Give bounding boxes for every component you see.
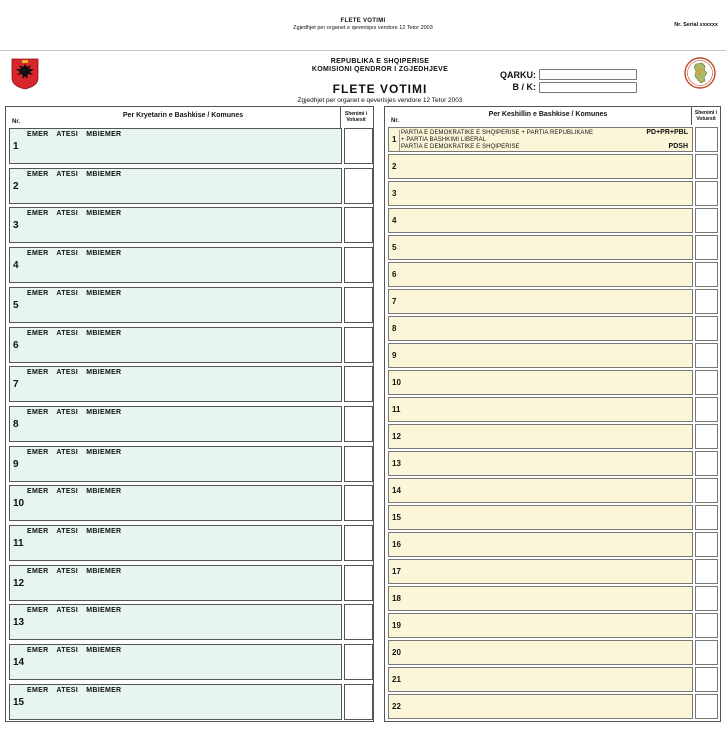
republic-heading: REPUBLIKA E SHQIPERISE — [330, 58, 430, 65]
party-number: 11 — [392, 405, 401, 414]
party-number: 2 — [392, 162, 397, 171]
party-cell — [388, 289, 693, 314]
voter-mark-box[interactable] — [695, 532, 718, 557]
mayor-candidate-row — [9, 128, 370, 166]
candidate-name: EMER ATESI MBIEMER — [27, 369, 122, 377]
party-number: 5 — [392, 243, 397, 252]
voter-mark-box[interactable] — [695, 397, 718, 422]
council-party-row — [388, 235, 718, 260]
bk-field[interactable] — [539, 82, 637, 93]
voter-mark-box[interactable] — [695, 640, 718, 665]
mayor-candidate-row — [9, 366, 370, 404]
party-number: 4 — [392, 216, 397, 225]
party-cell — [388, 262, 693, 287]
voter-mark-box[interactable] — [695, 559, 718, 584]
candidate-cell — [9, 644, 342, 680]
voter-mark-box[interactable] — [344, 604, 373, 640]
voter-mark-box[interactable] — [695, 208, 718, 233]
party-number: 20 — [392, 648, 401, 657]
council-party-row — [388, 694, 718, 719]
party-number: 21 — [392, 675, 401, 684]
candidate-number: 12 — [13, 577, 25, 589]
candidate-name: EMER ATESI MBIEMER — [27, 408, 122, 416]
council-party-row — [388, 586, 718, 611]
top-separator — [0, 50, 726, 51]
ballot-subtitle: Zgjedhjet per organet e qeverisjes vendore 12 Tetor 2003 — [297, 97, 463, 104]
party-cell — [388, 424, 693, 449]
council-party-row — [388, 532, 718, 557]
candidate-number: 15 — [13, 696, 25, 708]
candidate-cell — [9, 684, 342, 720]
candidate-name: EMER ATESI MBIEMER — [27, 289, 122, 297]
voter-mark-box[interactable] — [695, 127, 718, 152]
council-party-row — [388, 478, 718, 503]
candidate-name: EMER ATESI MBIEMER — [27, 528, 122, 535]
voter-mark-box[interactable] — [695, 343, 718, 368]
candidate-name: EMER ATESI MBIEMER — [27, 329, 122, 337]
top-title: FLETE VOTIMI — [340, 18, 386, 24]
left-nr-header: Nr. — [12, 119, 21, 125]
council-party-row — [388, 370, 718, 395]
mayor-candidate-row — [9, 327, 370, 365]
council-party-row — [388, 154, 718, 179]
candidate-name: EMER ATESI MBIEMER — [27, 567, 122, 575]
voter-mark-box[interactable] — [695, 289, 718, 314]
council-party-row — [388, 640, 718, 665]
party-cell — [388, 397, 693, 422]
voter-mark-box[interactable] — [695, 316, 718, 341]
party-number: 6 — [392, 270, 397, 279]
candidate-cell — [9, 565, 342, 601]
council-party-row — [388, 451, 718, 476]
party-number: 10 — [392, 378, 401, 387]
mayor-candidate-row — [9, 207, 370, 245]
voter-mark-box[interactable] — [695, 451, 718, 476]
party-cell — [388, 235, 693, 260]
party-name-line: + PARTIA BASHKIMI LIBERAL — [401, 136, 487, 143]
party-cell — [388, 154, 693, 179]
council-party-row — [388, 424, 718, 449]
party-cell — [388, 370, 693, 395]
candidate-name: EMER ATESI MBIEMER — [27, 131, 122, 138]
candidate-name: EMER ATESI MBIEMER — [27, 607, 122, 615]
candidate-cell — [9, 327, 342, 363]
voter-mark-box[interactable] — [695, 235, 718, 260]
party-number: 16 — [392, 540, 401, 549]
bk-label: B / K: — [512, 82, 536, 92]
mayor-candidate-row — [9, 287, 370, 325]
candidate-cell — [9, 128, 342, 164]
voter-mark-box[interactable] — [344, 644, 373, 680]
party-cell — [388, 532, 693, 557]
candidate-name: EMER ATESI MBIEMER — [27, 488, 122, 496]
party-number: 3 — [392, 189, 397, 198]
party-cell — [388, 505, 693, 530]
mayor-candidate-row — [9, 485, 370, 523]
mayor-candidate-row — [9, 604, 370, 642]
voter-mark-box[interactable] — [695, 181, 718, 206]
party-cell — [388, 316, 693, 341]
top-subtitle: Zgjedhjet per organet e qeverisjes vendore 12 Tetor 2003 — [293, 25, 433, 31]
candidate-number: 6 — [13, 339, 19, 351]
mayor-candidate-row — [9, 168, 370, 206]
left-mark-header: Shenimi i Votuesit — [344, 111, 368, 123]
candidate-number: 10 — [13, 498, 25, 510]
voter-mark-box[interactable] — [695, 154, 718, 179]
voter-mark-box[interactable] — [344, 207, 373, 243]
qarku-label: QARKU: — [500, 70, 536, 80]
council-party-row — [388, 289, 718, 314]
mayor-candidate-row — [9, 446, 370, 484]
candidate-name: EMER ATESI MBIEMER — [27, 210, 122, 218]
party-cell — [388, 451, 693, 476]
candidate-name: EMER ATESI MBIEMER — [27, 170, 122, 178]
council-party-row — [388, 505, 718, 530]
party-cell — [388, 559, 693, 584]
voter-mark-box[interactable] — [695, 667, 718, 692]
right-mark-header: Shenimi i Votuesit — [694, 110, 718, 122]
candidate-name: EMER ATESI MBIEMER — [27, 448, 122, 456]
voter-mark-box[interactable] — [695, 478, 718, 503]
council-party-row — [388, 343, 718, 368]
candidate-number: 13 — [13, 617, 25, 629]
candidate-cell — [9, 485, 342, 521]
voter-mark-box[interactable] — [344, 128, 373, 164]
coalition-abbreviation: PD+PR+PBL — [646, 129, 688, 136]
qarku-field[interactable] — [539, 69, 637, 80]
mayor-candidate-row — [9, 406, 370, 444]
party-number: 14 — [392, 486, 401, 495]
party-cell — [388, 667, 693, 692]
mayor-candidate-row — [9, 565, 370, 603]
right-panel-title: Per Keshillin e Bashkise / Komunes — [488, 111, 608, 118]
candidate-number: 2 — [13, 180, 19, 192]
candidate-cell — [9, 406, 342, 442]
serial-number: Nr. Serial xxxxxx — [674, 22, 718, 28]
candidate-number: 11 — [13, 538, 24, 549]
council-party-row — [388, 397, 718, 422]
ballot-title: FLETE VOTIMI — [332, 82, 428, 96]
left-panel-title: Per Kryetarin e Bashkise / Komunes — [122, 112, 244, 119]
candidate-number: 9 — [13, 458, 19, 470]
party-cell — [388, 586, 693, 611]
council-party-row — [388, 127, 718, 152]
party-cell — [388, 127, 693, 152]
party-number: 7 — [392, 297, 397, 306]
council-parties-panel — [384, 106, 721, 722]
council-party-row — [388, 667, 718, 692]
party-number: 15 — [392, 513, 401, 522]
candidate-number: 5 — [13, 299, 19, 311]
party-cell — [388, 343, 693, 368]
voter-mark-box[interactable] — [695, 262, 718, 287]
voter-mark-box[interactable] — [695, 613, 718, 638]
candidate-number: 4 — [13, 260, 19, 272]
number-divider — [399, 130, 400, 151]
voter-mark-box[interactable] — [344, 247, 373, 283]
candidate-number: 7 — [13, 379, 19, 391]
council-party-row — [388, 262, 718, 287]
voter-mark-box[interactable] — [344, 565, 373, 601]
party-number: 12 — [392, 432, 401, 441]
mayor-candidates-panel — [5, 106, 374, 722]
party-cell — [388, 694, 693, 719]
commission-heading: KOMISIONI QENDROR I ZGJEDHJEVE — [311, 66, 449, 73]
voter-mark-box[interactable] — [695, 424, 718, 449]
voter-mark-box[interactable] — [344, 287, 373, 323]
party-cell — [388, 640, 693, 665]
candidate-name: EMER ATESI MBIEMER — [27, 647, 122, 655]
council-party-row — [388, 316, 718, 341]
party-number: 19 — [392, 621, 401, 630]
party-number: 18 — [392, 594, 401, 603]
candidate-cell — [9, 366, 342, 402]
voter-mark-box[interactable] — [344, 525, 373, 561]
mayor-candidate-row — [9, 644, 370, 682]
party-name-line: PARTIA E DEMOKRATIKE E SHQIPERISE + PARTIA REPUBLIKANE — [401, 130, 594, 136]
left-header-divider — [340, 107, 341, 128]
top-strip — [0, 0, 726, 50]
party-number: 13 — [392, 459, 401, 468]
party-cell — [388, 613, 693, 638]
voter-mark-box[interactable] — [695, 586, 718, 611]
right-header-divider — [691, 107, 692, 125]
party-cell — [388, 208, 693, 233]
candidate-name: EMER ATESI MBIEMER — [27, 250, 122, 258]
candidate-number: 14 — [13, 657, 25, 669]
voter-mark-box[interactable] — [344, 406, 373, 442]
voter-mark-box[interactable] — [695, 505, 718, 530]
party-number: 8 — [392, 324, 397, 333]
candidate-cell — [9, 247, 342, 283]
candidate-cell — [9, 525, 342, 561]
candidate-name: EMER ATESI MBIEMER — [27, 686, 122, 694]
voter-mark-box[interactable] — [344, 485, 373, 521]
voter-mark-box[interactable] — [344, 684, 373, 720]
party-name-line: PARTIA E DEMOKRATIKE E SHQIPERISE — [401, 143, 520, 150]
council-party-row — [388, 613, 718, 638]
party-number: 9 — [392, 351, 397, 360]
party-number: 17 — [392, 567, 401, 576]
right-nr-header: Nr. — [391, 118, 400, 124]
voter-mark-box[interactable] — [344, 366, 373, 402]
mayor-candidate-row — [9, 684, 370, 722]
candidate-cell — [9, 446, 342, 482]
mayor-candidate-row — [9, 247, 370, 285]
candidate-cell — [9, 604, 342, 640]
candidate-number: 1 — [13, 141, 19, 152]
voter-mark-box[interactable] — [695, 370, 718, 395]
voter-mark-box[interactable] — [344, 446, 373, 482]
candidate-number: 8 — [13, 418, 19, 430]
council-party-row — [388, 559, 718, 584]
voter-mark-box[interactable] — [695, 694, 718, 719]
candidate-cell — [9, 168, 342, 204]
party-cell — [388, 478, 693, 503]
voter-mark-box[interactable] — [344, 168, 373, 204]
council-party-row — [388, 181, 718, 206]
mayor-candidate-row — [9, 525, 370, 563]
party-number: 1 — [392, 135, 397, 144]
party-cell — [388, 181, 693, 206]
party-number: 22 — [392, 702, 401, 711]
council-party-row — [388, 208, 718, 233]
voter-mark-box[interactable] — [344, 327, 373, 363]
candidate-cell — [9, 287, 342, 323]
candidate-number: 3 — [13, 220, 19, 232]
party-abbreviation: PDSH — [668, 143, 688, 150]
candidate-cell — [9, 207, 342, 243]
